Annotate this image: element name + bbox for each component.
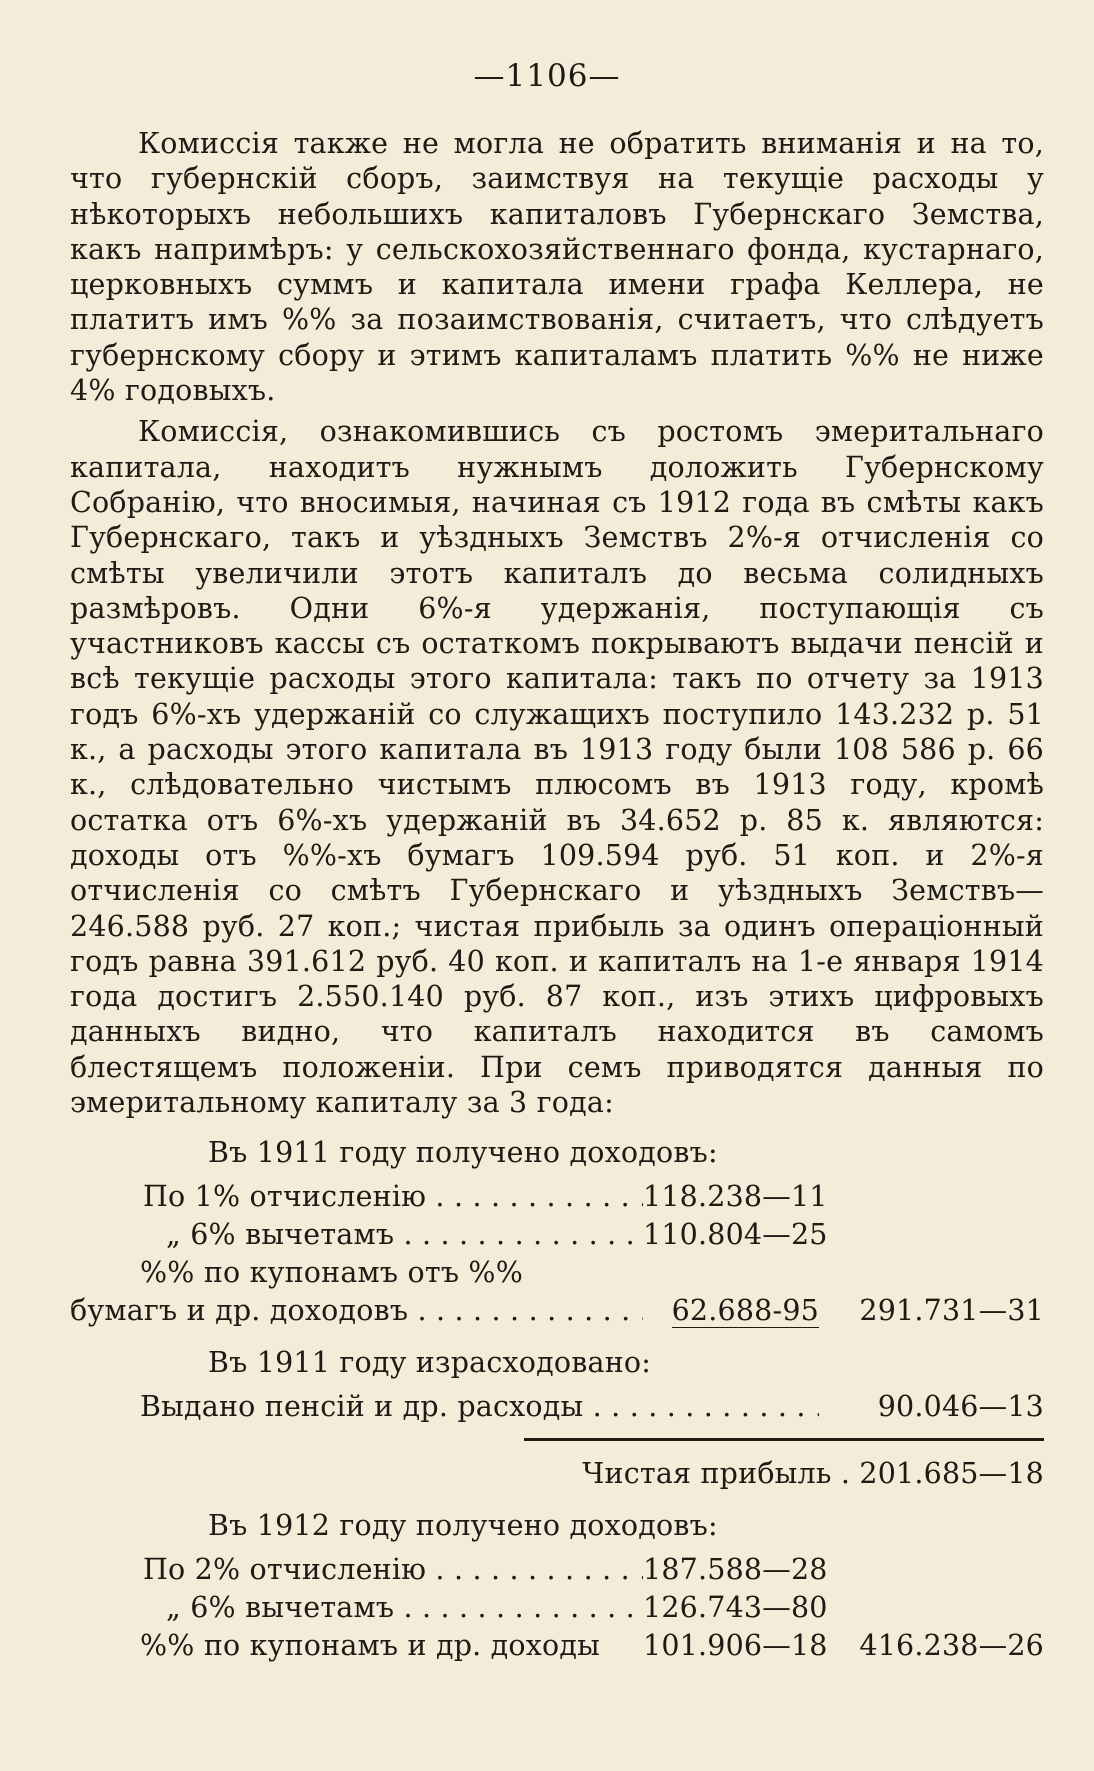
row-label: Выдано пенсій и др. расходы . . . (70, 1388, 819, 1426)
row-amount: 118.238—11 (643, 1180, 828, 1214)
paragraph-2: Комиссія, ознакомившись съ ростомъ эмеритальнаго капитала, находитъ нужнымъ доложить Губернскому Собранію, что вносимыя, начиная съ 1912 года въ смѣты какъ Губернскаго, такъ и уѣздныхъ Земствъ 2%-я отчисленія со смѣты увеличили этотъ капиталъ до весьма солидныхъ размѣровъ. Одни 6%-я удержанія, поступающія съ участниковъ кассы съ остаткомъ покрываютъ выдачи пенсій и всѣ текущіе расходы этого капитала: такъ по отчету за 1913 годъ 6%-хъ удержаній со служащихъ поступило 143.232 р. 51 к., а расходы этого капитала въ 1913 году были 108 586 р. 66 к., слѣдовательно чистымъ плюсомъ въ 1913 году, кромѣ остатка отъ 6%-хъ удержаній въ 34.652 р. 85 к. являются: доходы отъ %%-хъ бумагъ 109.594 руб. 51 коп. и 2%-я отчисленія со смѣтъ Губернскаго и уѣздныхъ Земствъ— 246.588 руб. 27 коп.; чистая прибыль за одинъ операціонный годъ равна 391.612 руб. 40 коп. и капиталъ на 1-е января 1914 года достигъ 2.550.140 руб. 87 коп., изъ этихъ цифровыхъ данныхъ видно, что капиталъ находится въ самомъ блестящемъ положеніи. При семъ приводятся данныя по эмеритальному капиталу за 3 года: (70, 415, 1044, 1120)
row-amount: 101.906—18 (643, 1629, 828, 1663)
table-row (70, 1551, 1044, 1589)
table-row (70, 1292, 1044, 1330)
expense-1911-title: Въ 1911 году израсходовано: (208, 1346, 652, 1380)
income-1912-title: Въ 1912 году получено доходовъ: (208, 1509, 718, 1543)
paragraph-1: Комиссія также не могла не обратить вниманія и на то, что губернскій сборъ, заимствуя на текущіе расходы у нѣкоторыхъ небольшихъ капиталовъ Губернскаго Земства, какъ напримѣръ: у сельскохозяйственнаго фонда, кустарнаго, церковныхъ суммъ и капитала имени графа Келлера, не платитъ имъ %% за позаимствованія, считаетъ, что слѣдуетъ губернскому сбору и этимъ капиталамъ платить %% не ниже 4% годовыхъ. (70, 127, 1044, 408)
row-label: „ 6% вычетамъ . . . (70, 1589, 643, 1627)
net-profit-value: 201.685—18 (859, 1457, 1044, 1491)
row-total: 291.731—31 (859, 1294, 1044, 1328)
row-amount: 62.688-95 (671, 1294, 819, 1328)
net-profit-row: Чистая прибыль . 201.685—18 (582, 1457, 1044, 1491)
table-row (70, 1388, 1044, 1426)
row-total: 90.046—13 (877, 1390, 1044, 1424)
row-total: 416.238—26 (859, 1629, 1044, 1663)
row-label: „ 6% вычетамъ . . . (70, 1216, 643, 1254)
row-label: По 2% отчисленію . . . (70, 1551, 643, 1589)
page-number: —1106— (473, 58, 621, 94)
net-profit-label: Чистая прибыль (582, 1457, 832, 1491)
table-row (70, 1216, 1044, 1254)
row-label: %% по купонамъ и др. доходы (140, 1629, 601, 1663)
table-row (70, 1627, 1044, 1665)
row-amount: 110.804—25 (643, 1218, 828, 1252)
row-label: бумагъ и др. доходовъ . . . (70, 1292, 643, 1330)
row-label: %% по купонамъ отъ %% (140, 1256, 523, 1290)
table-row (70, 1589, 1044, 1627)
page-body (70, 126, 1044, 1665)
row-amount: 126.743—80 (643, 1591, 828, 1625)
divider (524, 1438, 1044, 1441)
row-amount: 187.588—28 (643, 1553, 828, 1587)
table-row (70, 1178, 1044, 1216)
table-row (70, 1254, 1044, 1292)
row-label: По 1% отчисленію . . . (70, 1178, 643, 1216)
income-1911-title: Въ 1911 году получено доходовъ: (208, 1136, 718, 1170)
